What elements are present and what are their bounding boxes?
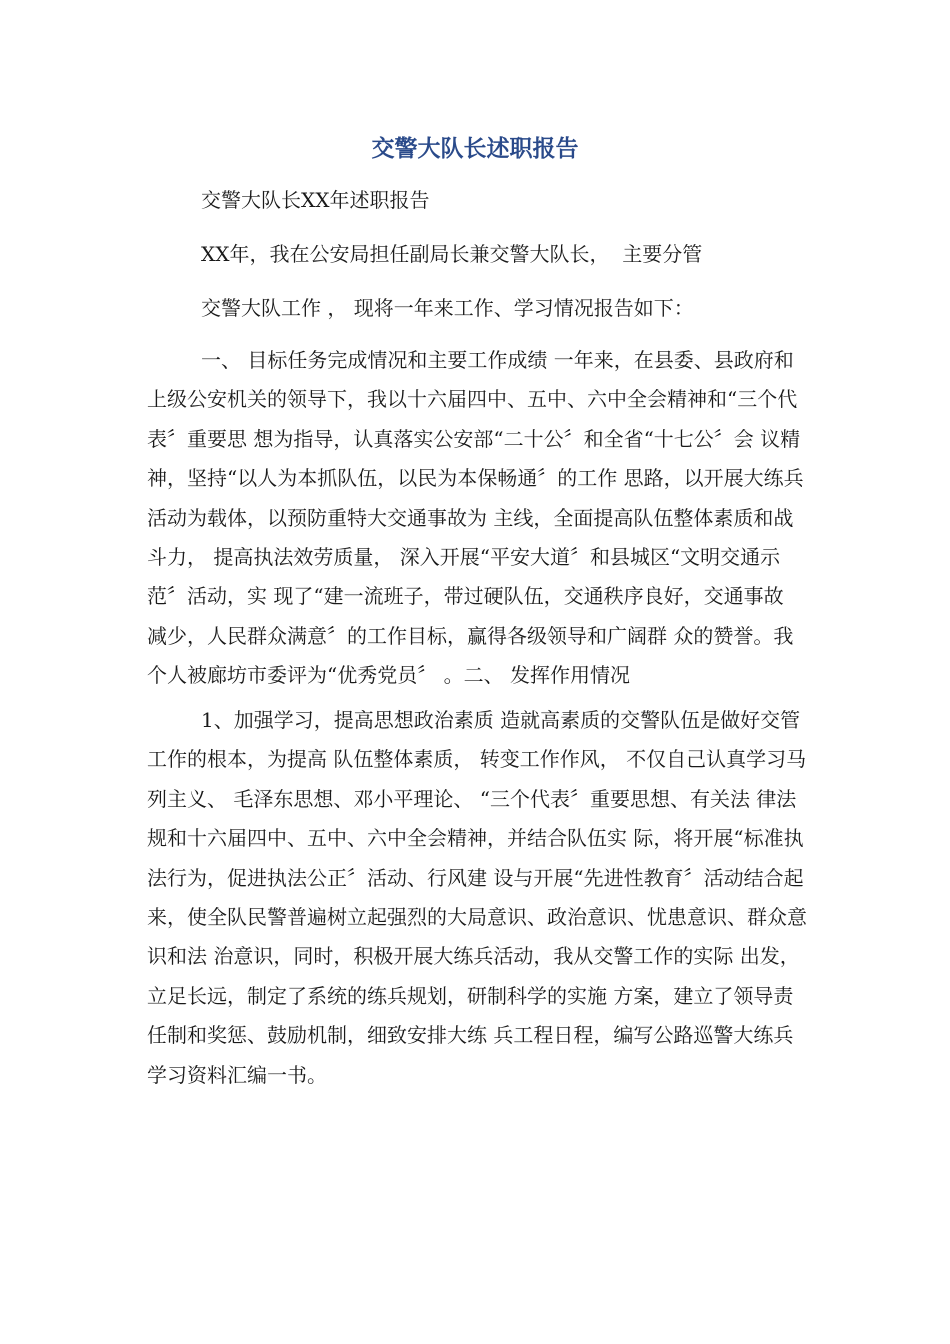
paragraph-2: 1、加强学习，提高思想政治素质 造就高素质的交警队伍是做好交管工作的根本，为提高 队伍整体素质， 转变工作作风， 不仅自己认真学习马列主义、 毛泽东思想、邓小平理论、 “三个代表〞重要思想、有关法 律法规和十六届四中、五中、六中全会精神，并结合队伍实 际，将开展“标准执法行为，促进执法公正〞活动、行风建 设与开展“先进性教育〞活动结合起来，使全队民警普遍树立起强烈的大局意识、政治意识、忧患意识、群众意识和法 治意识，同时，积极开展大练兵活动，我从交警工作的实际 出发，立足长远，制定了系统的练兵规划，研制科学的实施 方案，建立了领导责任制和奖惩、鼓励机制，细致安排大练 兵工程日程，编写公路巡警大练兵学习资料汇编一书。: [147, 708, 807, 1087]
intro-line-2: 交警大队工作 ， 现将一年来工作、学习情况报告如下：: [201, 296, 694, 320]
paragraph-1: 一、 目标任务完成情况和主要工作成绩 一年来，在县委、县政府和上级公安机关的领导下，我以十六届四中、五中、六中全会精神和“三个代表〞重要思 想为指导，认真落实公安部“二十公〞和全省“十七公〞会 议精神，坚持“以人为本抓队伍，以民为本保畅通〞的工作 思路，以开展大练兵活动为载体，以预防重特大交通事故为 主线，全面提高队伍整体素质和战斗力， 提高执法效劳质量， 深入开展“平安大道〞和县城区“文明交通示范〞活动，实 现了“建一流班子，带过硬队伍，交通秩序良好，交通事故 减少，人民群众满意〞的工作目标，赢得各级领导和广阔群 众的赞誉。我个人被廊坊市委评为“优秀党员〞 。二、 发挥作用情况: [147, 348, 804, 688]
intro-line-1: XX年，我在公安局担任副局长兼交警大队长， 主要分管: [201, 242, 703, 266]
document-subtitle: 交警大队长XX年述职报告: [201, 188, 430, 212]
document-title: 交警大队长述职报告: [371, 136, 579, 162]
